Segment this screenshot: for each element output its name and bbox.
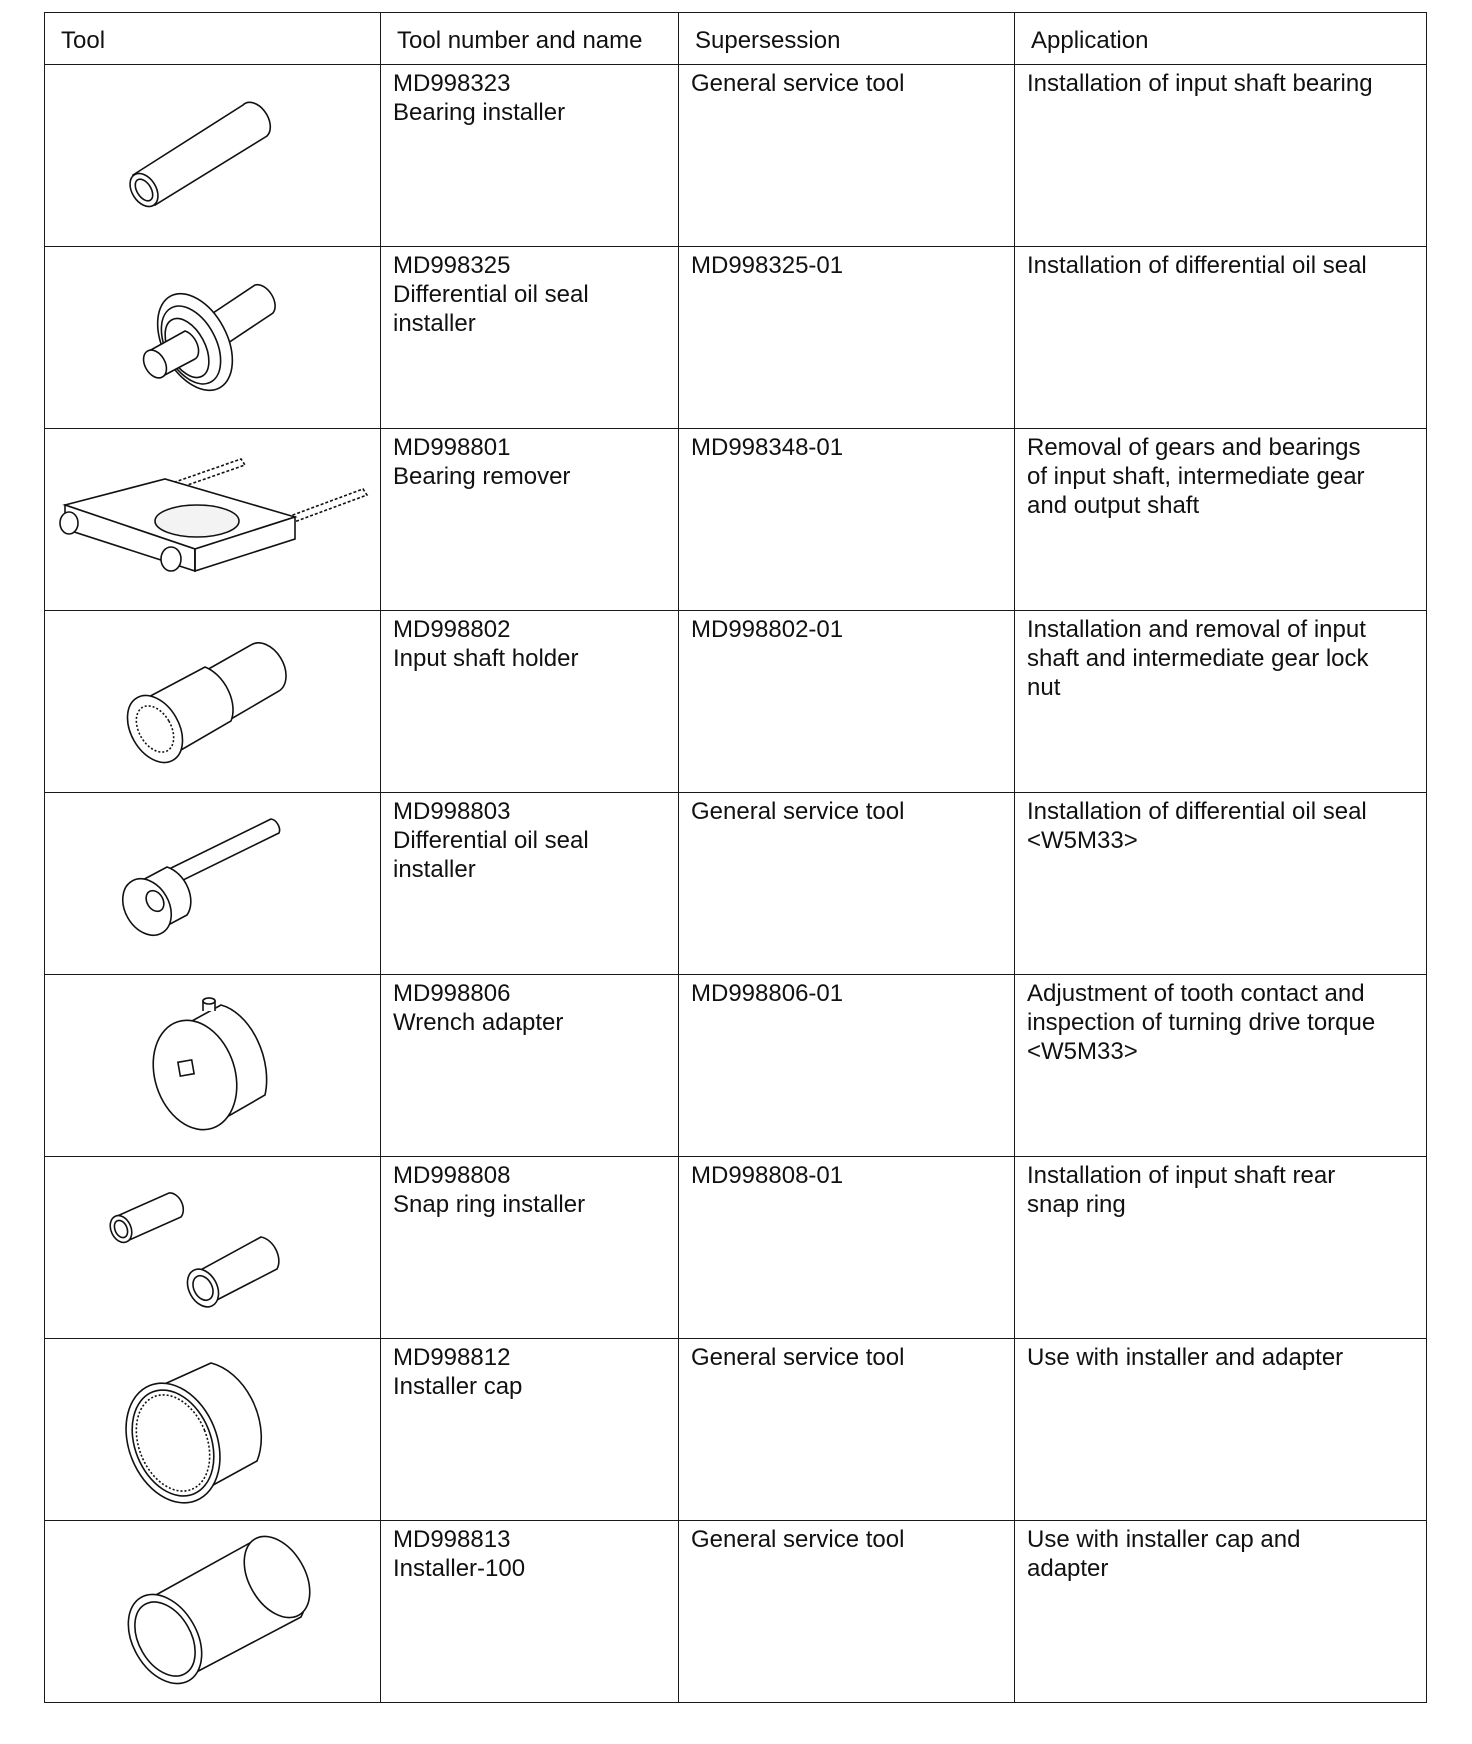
application-cell: Adjustment of tooth contact and inspection of turning drive torque <W5M33> xyxy=(1015,975,1427,1157)
tool-number-name-cell xyxy=(381,247,679,429)
header-row xyxy=(45,13,1427,65)
tool-number: MD998808 xyxy=(393,1162,511,1189)
tool-illustration-cell xyxy=(45,1339,381,1521)
table-row xyxy=(45,1157,1427,1339)
application-cell: Installation of input shaft rear snap ring xyxy=(1015,1157,1427,1339)
tool-number-name-cell xyxy=(381,1521,679,1703)
header-application: Application xyxy=(1015,13,1427,65)
tool-number: MD998806 xyxy=(393,980,511,1007)
table-row xyxy=(45,247,1427,429)
supersession-cell: MD998348-01 xyxy=(679,429,1015,611)
tool-number-name-cell xyxy=(381,611,679,793)
tool-number-name-cell xyxy=(381,793,679,975)
supersession-cell: General service tool xyxy=(679,1521,1015,1703)
tool-number-name-cell xyxy=(381,65,679,247)
tool-name: Installer-100 xyxy=(393,1555,526,1582)
bearing-installer-icon xyxy=(45,65,381,245)
application-cell: Use with installer cap and adapter xyxy=(1015,1521,1427,1703)
tool-number: MD998325 xyxy=(393,252,511,279)
application-cell: Removal of gears and bearings of input shaft, intermediate gear and output shaft xyxy=(1015,429,1427,611)
special-tools-table xyxy=(44,12,1427,1703)
table-row xyxy=(45,429,1427,611)
supersession-cell: General service tool xyxy=(679,65,1015,247)
tool-number: MD998323 xyxy=(393,70,511,97)
tool-name: Snap ring installer xyxy=(393,1191,586,1218)
tool-name: installer xyxy=(393,310,476,337)
application-cell: Installation and removal of input shaft and intermediate gear lock nut xyxy=(1015,611,1427,793)
tool-illustration-cell xyxy=(45,1157,381,1339)
application-cell: Use with installer and adapter xyxy=(1015,1339,1427,1521)
tool-illustration-cell xyxy=(45,429,381,611)
tool-name: installer xyxy=(393,856,476,883)
tool-name: Bearing installer xyxy=(393,99,566,126)
tool-name: Differential oil seal xyxy=(393,827,589,854)
tool-number: MD998812 xyxy=(393,1344,511,1371)
tool-name: Wrench adapter xyxy=(393,1009,564,1036)
tool-name: Bearing remover xyxy=(393,463,571,490)
differential-oil-seal-installer-icon xyxy=(45,247,381,427)
supersession-cell: MD998806-01 xyxy=(679,975,1015,1157)
wrench-adapter-icon xyxy=(45,975,381,1155)
tool-illustration-cell xyxy=(45,247,381,429)
tool-number-name-cell xyxy=(381,1339,679,1521)
tool-name: Input shaft holder xyxy=(393,645,579,672)
tool-number: MD998813 xyxy=(393,1526,511,1553)
tool-number-name-cell xyxy=(381,1157,679,1339)
table-row xyxy=(45,1521,1427,1703)
application-cell: Installation of differential oil seal xyxy=(1015,247,1427,429)
tool-name: Installer cap xyxy=(393,1373,523,1400)
tool-number: MD998801 xyxy=(393,434,511,461)
supersession-cell: MD998802-01 xyxy=(679,611,1015,793)
supersession-cell: General service tool xyxy=(679,1339,1015,1521)
snap-ring-installer-icon xyxy=(45,1157,381,1337)
tool-number: MD998802 xyxy=(393,616,511,643)
application-cell: Installation of input shaft bearing xyxy=(1015,65,1427,247)
supersession-cell: MD998808-01 xyxy=(679,1157,1015,1339)
header-tool-number-and-name: Tool number and name xyxy=(381,13,679,65)
supersession-cell: MD998325-01 xyxy=(679,247,1015,429)
table-row xyxy=(45,611,1427,793)
application-cell: Installation of differential oil seal <W5M33> xyxy=(1015,793,1427,975)
tool-illustration-cell xyxy=(45,1521,381,1703)
tool-number-name-cell xyxy=(381,975,679,1157)
tool-number-name-cell xyxy=(381,429,679,611)
supersession-cell: General service tool xyxy=(679,793,1015,975)
table-row xyxy=(45,975,1427,1157)
installer-cap-icon xyxy=(45,1339,381,1519)
tool-illustration-cell xyxy=(45,65,381,247)
header-tool: Tool xyxy=(45,13,381,65)
tool-name: Differential oil seal xyxy=(393,281,589,308)
table-row xyxy=(45,65,1427,247)
installer-100-icon xyxy=(45,1521,381,1701)
tool-illustration-cell xyxy=(45,793,381,975)
tool-number: MD998803 xyxy=(393,798,511,825)
bearing-remover-icon xyxy=(45,429,381,609)
tool-illustration-cell xyxy=(45,611,381,793)
input-shaft-holder-icon xyxy=(45,611,381,791)
differential-oil-seal-installer-long-icon xyxy=(45,793,381,973)
table-row xyxy=(45,793,1427,975)
table-row xyxy=(45,1339,1427,1521)
tool-illustration-cell xyxy=(45,975,381,1157)
header-supersession: Supersession xyxy=(679,13,1015,65)
